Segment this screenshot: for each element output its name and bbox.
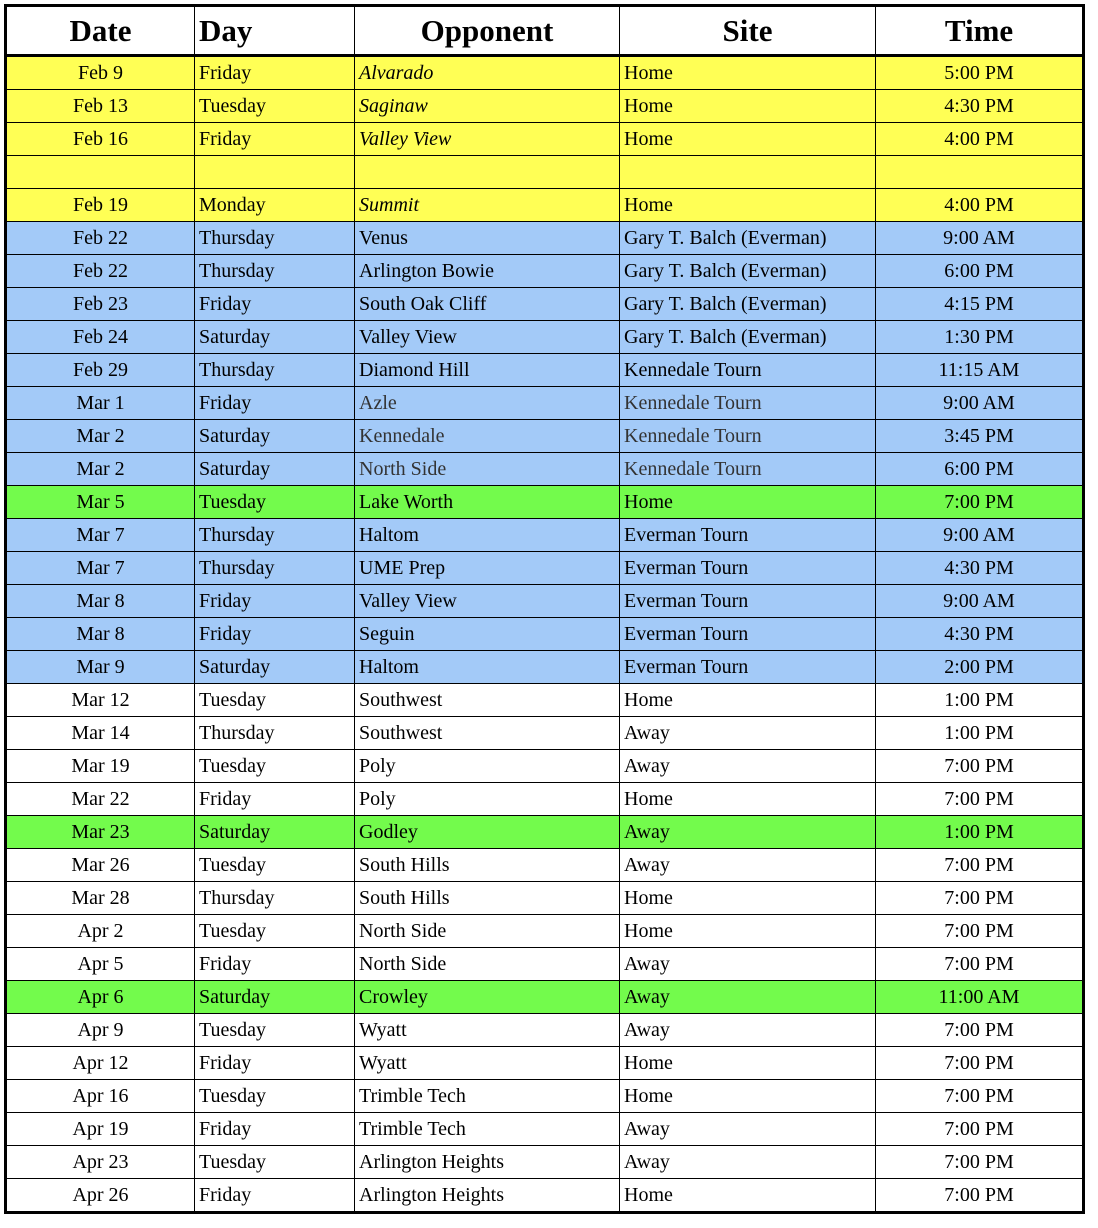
- cell-date: Apr 9: [6, 1014, 195, 1047]
- table-row: [6, 156, 1084, 189]
- table-row: [6, 90, 1084, 123]
- cell-site: [620, 156, 876, 189]
- cell-time: 6:00 PM: [876, 255, 1084, 288]
- cell-day: Friday: [195, 288, 355, 321]
- cell-site: Home: [620, 1179, 876, 1213]
- cell-time: 9:00 AM: [876, 585, 1084, 618]
- cell-date: Mar 7: [6, 552, 195, 585]
- cell-date: Mar 8: [6, 618, 195, 651]
- cell-date: Feb 23: [6, 288, 195, 321]
- cell-day: Tuesday: [195, 684, 355, 717]
- cell-time: 9:00 AM: [876, 387, 1084, 420]
- cell-date: Apr 16: [6, 1080, 195, 1113]
- cell-time: 7:00 PM: [876, 1047, 1084, 1080]
- cell-time: 5:00 PM: [876, 56, 1084, 90]
- cell-day: Saturday: [195, 816, 355, 849]
- cell-time: 11:00 AM: [876, 981, 1084, 1014]
- cell-day: Thursday: [195, 552, 355, 585]
- cell-site: Home: [620, 882, 876, 915]
- cell-day: Tuesday: [195, 750, 355, 783]
- cell-site: Gary T. Balch (Everman): [620, 255, 876, 288]
- cell-day: Friday: [195, 1113, 355, 1146]
- cell-day: Saturday: [195, 651, 355, 684]
- cell-opponent: Valley View: [355, 123, 620, 156]
- header-site: Site: [620, 6, 876, 56]
- cell-time: 6:00 PM: [876, 453, 1084, 486]
- cell-date: Mar 26: [6, 849, 195, 882]
- cell-date: Feb 13: [6, 90, 195, 123]
- cell-site: Home: [620, 783, 876, 816]
- cell-date: Mar 5: [6, 486, 195, 519]
- cell-site: Home: [620, 189, 876, 222]
- cell-day: Friday: [195, 123, 355, 156]
- cell-site: Everman Tourn: [620, 585, 876, 618]
- cell-date: Mar 2: [6, 420, 195, 453]
- table-row: [6, 948, 1084, 981]
- cell-opponent: UME Prep: [355, 552, 620, 585]
- cell-date: Feb 24: [6, 321, 195, 354]
- cell-day: Tuesday: [195, 486, 355, 519]
- cell-time: 7:00 PM: [876, 915, 1084, 948]
- cell-date: Feb 9: [6, 56, 195, 90]
- table-row: [6, 222, 1084, 255]
- cell-day: Friday: [195, 1047, 355, 1080]
- cell-opponent: Kennedale: [355, 420, 620, 453]
- cell-day: Friday: [195, 783, 355, 816]
- schedule-body: [6, 56, 1084, 1213]
- cell-date: Apr 23: [6, 1146, 195, 1179]
- cell-opponent: South Hills: [355, 882, 620, 915]
- cell-opponent: Trimble Tech: [355, 1080, 620, 1113]
- cell-opponent: Wyatt: [355, 1047, 620, 1080]
- cell-time: 1:00 PM: [876, 816, 1084, 849]
- cell-opponent: Godley: [355, 816, 620, 849]
- cell-date: [6, 156, 195, 189]
- cell-time: 7:00 PM: [876, 783, 1084, 816]
- table-row: [6, 915, 1084, 948]
- cell-date: Apr 26: [6, 1179, 195, 1213]
- cell-time: 7:00 PM: [876, 1179, 1084, 1213]
- cell-site: Away: [620, 1014, 876, 1047]
- cell-day: Friday: [195, 387, 355, 420]
- table-row: [6, 651, 1084, 684]
- cell-site: Kennedale Tourn: [620, 354, 876, 387]
- table-row: [6, 387, 1084, 420]
- cell-opponent: Wyatt: [355, 1014, 620, 1047]
- cell-time: 7:00 PM: [876, 1080, 1084, 1113]
- cell-day: Saturday: [195, 981, 355, 1014]
- table-row: [6, 981, 1084, 1014]
- cell-site: Away: [620, 750, 876, 783]
- cell-time: 4:30 PM: [876, 552, 1084, 585]
- cell-date: Mar 8: [6, 585, 195, 618]
- cell-date: Feb 16: [6, 123, 195, 156]
- cell-day: Thursday: [195, 354, 355, 387]
- cell-day: Saturday: [195, 453, 355, 486]
- cell-opponent: Southwest: [355, 684, 620, 717]
- cell-opponent: Arlington Bowie: [355, 255, 620, 288]
- table-row: [6, 288, 1084, 321]
- table-row: [6, 453, 1084, 486]
- table-row: [6, 1080, 1084, 1113]
- cell-date: Apr 19: [6, 1113, 195, 1146]
- cell-day: Tuesday: [195, 1014, 355, 1047]
- cell-opponent: Haltom: [355, 651, 620, 684]
- cell-day: Thursday: [195, 255, 355, 288]
- cell-opponent: Azle: [355, 387, 620, 420]
- cell-time: 7:00 PM: [876, 849, 1084, 882]
- cell-opponent: Arlington Heights: [355, 1146, 620, 1179]
- cell-site: Away: [620, 816, 876, 849]
- cell-time: 4:15 PM: [876, 288, 1084, 321]
- header-day: Day: [195, 6, 355, 56]
- table-row: [6, 1047, 1084, 1080]
- cell-opponent: North Side: [355, 948, 620, 981]
- cell-site: Kennedale Tourn: [620, 387, 876, 420]
- cell-time: 7:00 PM: [876, 1113, 1084, 1146]
- cell-date: Mar 19: [6, 750, 195, 783]
- header-date: Date: [6, 6, 195, 56]
- header-opponent: Opponent: [355, 6, 620, 56]
- cell-time: 7:00 PM: [876, 1146, 1084, 1179]
- cell-time: 9:00 AM: [876, 222, 1084, 255]
- cell-date: Apr 12: [6, 1047, 195, 1080]
- cell-time: 7:00 PM: [876, 948, 1084, 981]
- cell-date: Mar 7: [6, 519, 195, 552]
- cell-time: 4:00 PM: [876, 123, 1084, 156]
- header-row: [6, 6, 1084, 56]
- schedule-table: [4, 4, 1085, 1214]
- cell-site: Away: [620, 948, 876, 981]
- cell-opponent: Saginaw: [355, 90, 620, 123]
- cell-time: 4:00 PM: [876, 189, 1084, 222]
- cell-site: Everman Tourn: [620, 552, 876, 585]
- cell-day: Friday: [195, 585, 355, 618]
- cell-opponent: North Side: [355, 453, 620, 486]
- cell-site: Home: [620, 486, 876, 519]
- cell-site: Everman Tourn: [620, 651, 876, 684]
- cell-time: 11:15 AM: [876, 354, 1084, 387]
- cell-time: [876, 156, 1084, 189]
- cell-opponent: Poly: [355, 750, 620, 783]
- cell-opponent: Poly: [355, 783, 620, 816]
- cell-day: [195, 156, 355, 189]
- table-row: [6, 783, 1084, 816]
- cell-opponent: Trimble Tech: [355, 1113, 620, 1146]
- cell-opponent: Arlington Heights: [355, 1179, 620, 1213]
- cell-time: 7:00 PM: [876, 486, 1084, 519]
- cell-time: 7:00 PM: [876, 882, 1084, 915]
- table-row: [6, 684, 1084, 717]
- table-row: [6, 354, 1084, 387]
- cell-opponent: South Oak Cliff: [355, 288, 620, 321]
- cell-opponent: Seguin: [355, 618, 620, 651]
- cell-date: Mar 9: [6, 651, 195, 684]
- cell-date: Mar 22: [6, 783, 195, 816]
- cell-opponent: Lake Worth: [355, 486, 620, 519]
- cell-day: Friday: [195, 948, 355, 981]
- cell-opponent: Valley View: [355, 321, 620, 354]
- cell-site: Kennedale Tourn: [620, 420, 876, 453]
- cell-date: Mar 14: [6, 717, 195, 750]
- table-row: [6, 882, 1084, 915]
- table-row: [6, 189, 1084, 222]
- cell-time: 9:00 AM: [876, 519, 1084, 552]
- table-row: [6, 56, 1084, 90]
- cell-day: Tuesday: [195, 915, 355, 948]
- cell-date: Mar 23: [6, 816, 195, 849]
- cell-site: Everman Tourn: [620, 618, 876, 651]
- cell-site: Gary T. Balch (Everman): [620, 321, 876, 354]
- cell-site: Away: [620, 1113, 876, 1146]
- table-row: [6, 321, 1084, 354]
- cell-date: Feb 22: [6, 222, 195, 255]
- cell-site: Home: [620, 90, 876, 123]
- cell-site: Away: [620, 717, 876, 750]
- cell-date: Feb 19: [6, 189, 195, 222]
- cell-site: Kennedale Tourn: [620, 453, 876, 486]
- cell-day: Saturday: [195, 321, 355, 354]
- table-row: [6, 618, 1084, 651]
- cell-time: 7:00 PM: [876, 750, 1084, 783]
- table-row: [6, 585, 1084, 618]
- table-row: [6, 1179, 1084, 1213]
- cell-site: Gary T. Balch (Everman): [620, 288, 876, 321]
- cell-day: Monday: [195, 189, 355, 222]
- cell-site: Everman Tourn: [620, 519, 876, 552]
- cell-site: Away: [620, 981, 876, 1014]
- table-row: [6, 123, 1084, 156]
- cell-day: Thursday: [195, 717, 355, 750]
- cell-site: Home: [620, 1047, 876, 1080]
- cell-opponent: South Hills: [355, 849, 620, 882]
- cell-day: Friday: [195, 56, 355, 90]
- cell-opponent: Valley View: [355, 585, 620, 618]
- cell-opponent: North Side: [355, 915, 620, 948]
- table-row: [6, 717, 1084, 750]
- cell-day: Thursday: [195, 222, 355, 255]
- cell-day: Thursday: [195, 519, 355, 552]
- cell-date: Mar 28: [6, 882, 195, 915]
- cell-time: 3:45 PM: [876, 420, 1084, 453]
- cell-date: Feb 22: [6, 255, 195, 288]
- cell-site: Home: [620, 1080, 876, 1113]
- cell-opponent: Venus: [355, 222, 620, 255]
- cell-time: 1:30 PM: [876, 321, 1084, 354]
- table-row: [6, 816, 1084, 849]
- cell-date: Mar 12: [6, 684, 195, 717]
- table-row: [6, 1014, 1084, 1047]
- cell-site: Away: [620, 849, 876, 882]
- cell-date: Feb 29: [6, 354, 195, 387]
- cell-day: Friday: [195, 618, 355, 651]
- cell-day: Friday: [195, 1179, 355, 1213]
- cell-opponent: Alvarado: [355, 56, 620, 90]
- cell-opponent: Diamond Hill: [355, 354, 620, 387]
- cell-site: Home: [620, 915, 876, 948]
- cell-date: Apr 6: [6, 981, 195, 1014]
- cell-day: Tuesday: [195, 849, 355, 882]
- cell-time: 1:00 PM: [876, 684, 1084, 717]
- cell-opponent: [355, 156, 620, 189]
- cell-site: Home: [620, 123, 876, 156]
- cell-day: Thursday: [195, 882, 355, 915]
- table-row: [6, 1113, 1084, 1146]
- cell-day: Tuesday: [195, 90, 355, 123]
- cell-day: Tuesday: [195, 1146, 355, 1179]
- cell-site: Away: [620, 1146, 876, 1179]
- cell-opponent: Southwest: [355, 717, 620, 750]
- cell-site: Home: [620, 684, 876, 717]
- cell-opponent: Haltom: [355, 519, 620, 552]
- table-row: [6, 1146, 1084, 1179]
- cell-opponent: Crowley: [355, 981, 620, 1014]
- cell-date: Apr 2: [6, 915, 195, 948]
- table-row: [6, 849, 1084, 882]
- cell-opponent: Summit: [355, 189, 620, 222]
- cell-date: Mar 2: [6, 453, 195, 486]
- cell-site: Home: [620, 56, 876, 90]
- cell-time: 1:00 PM: [876, 717, 1084, 750]
- cell-site: Gary T. Balch (Everman): [620, 222, 876, 255]
- cell-time: 7:00 PM: [876, 1014, 1084, 1047]
- table-row: [6, 519, 1084, 552]
- cell-time: 4:30 PM: [876, 90, 1084, 123]
- header-time: Time: [876, 6, 1084, 56]
- cell-date: Mar 1: [6, 387, 195, 420]
- table-row: [6, 255, 1084, 288]
- table-row: [6, 420, 1084, 453]
- table-row: [6, 486, 1084, 519]
- table-row: [6, 750, 1084, 783]
- cell-time: 2:00 PM: [876, 651, 1084, 684]
- cell-day: Tuesday: [195, 1080, 355, 1113]
- cell-date: Apr 5: [6, 948, 195, 981]
- cell-time: 4:30 PM: [876, 618, 1084, 651]
- table-row: [6, 552, 1084, 585]
- cell-day: Saturday: [195, 420, 355, 453]
